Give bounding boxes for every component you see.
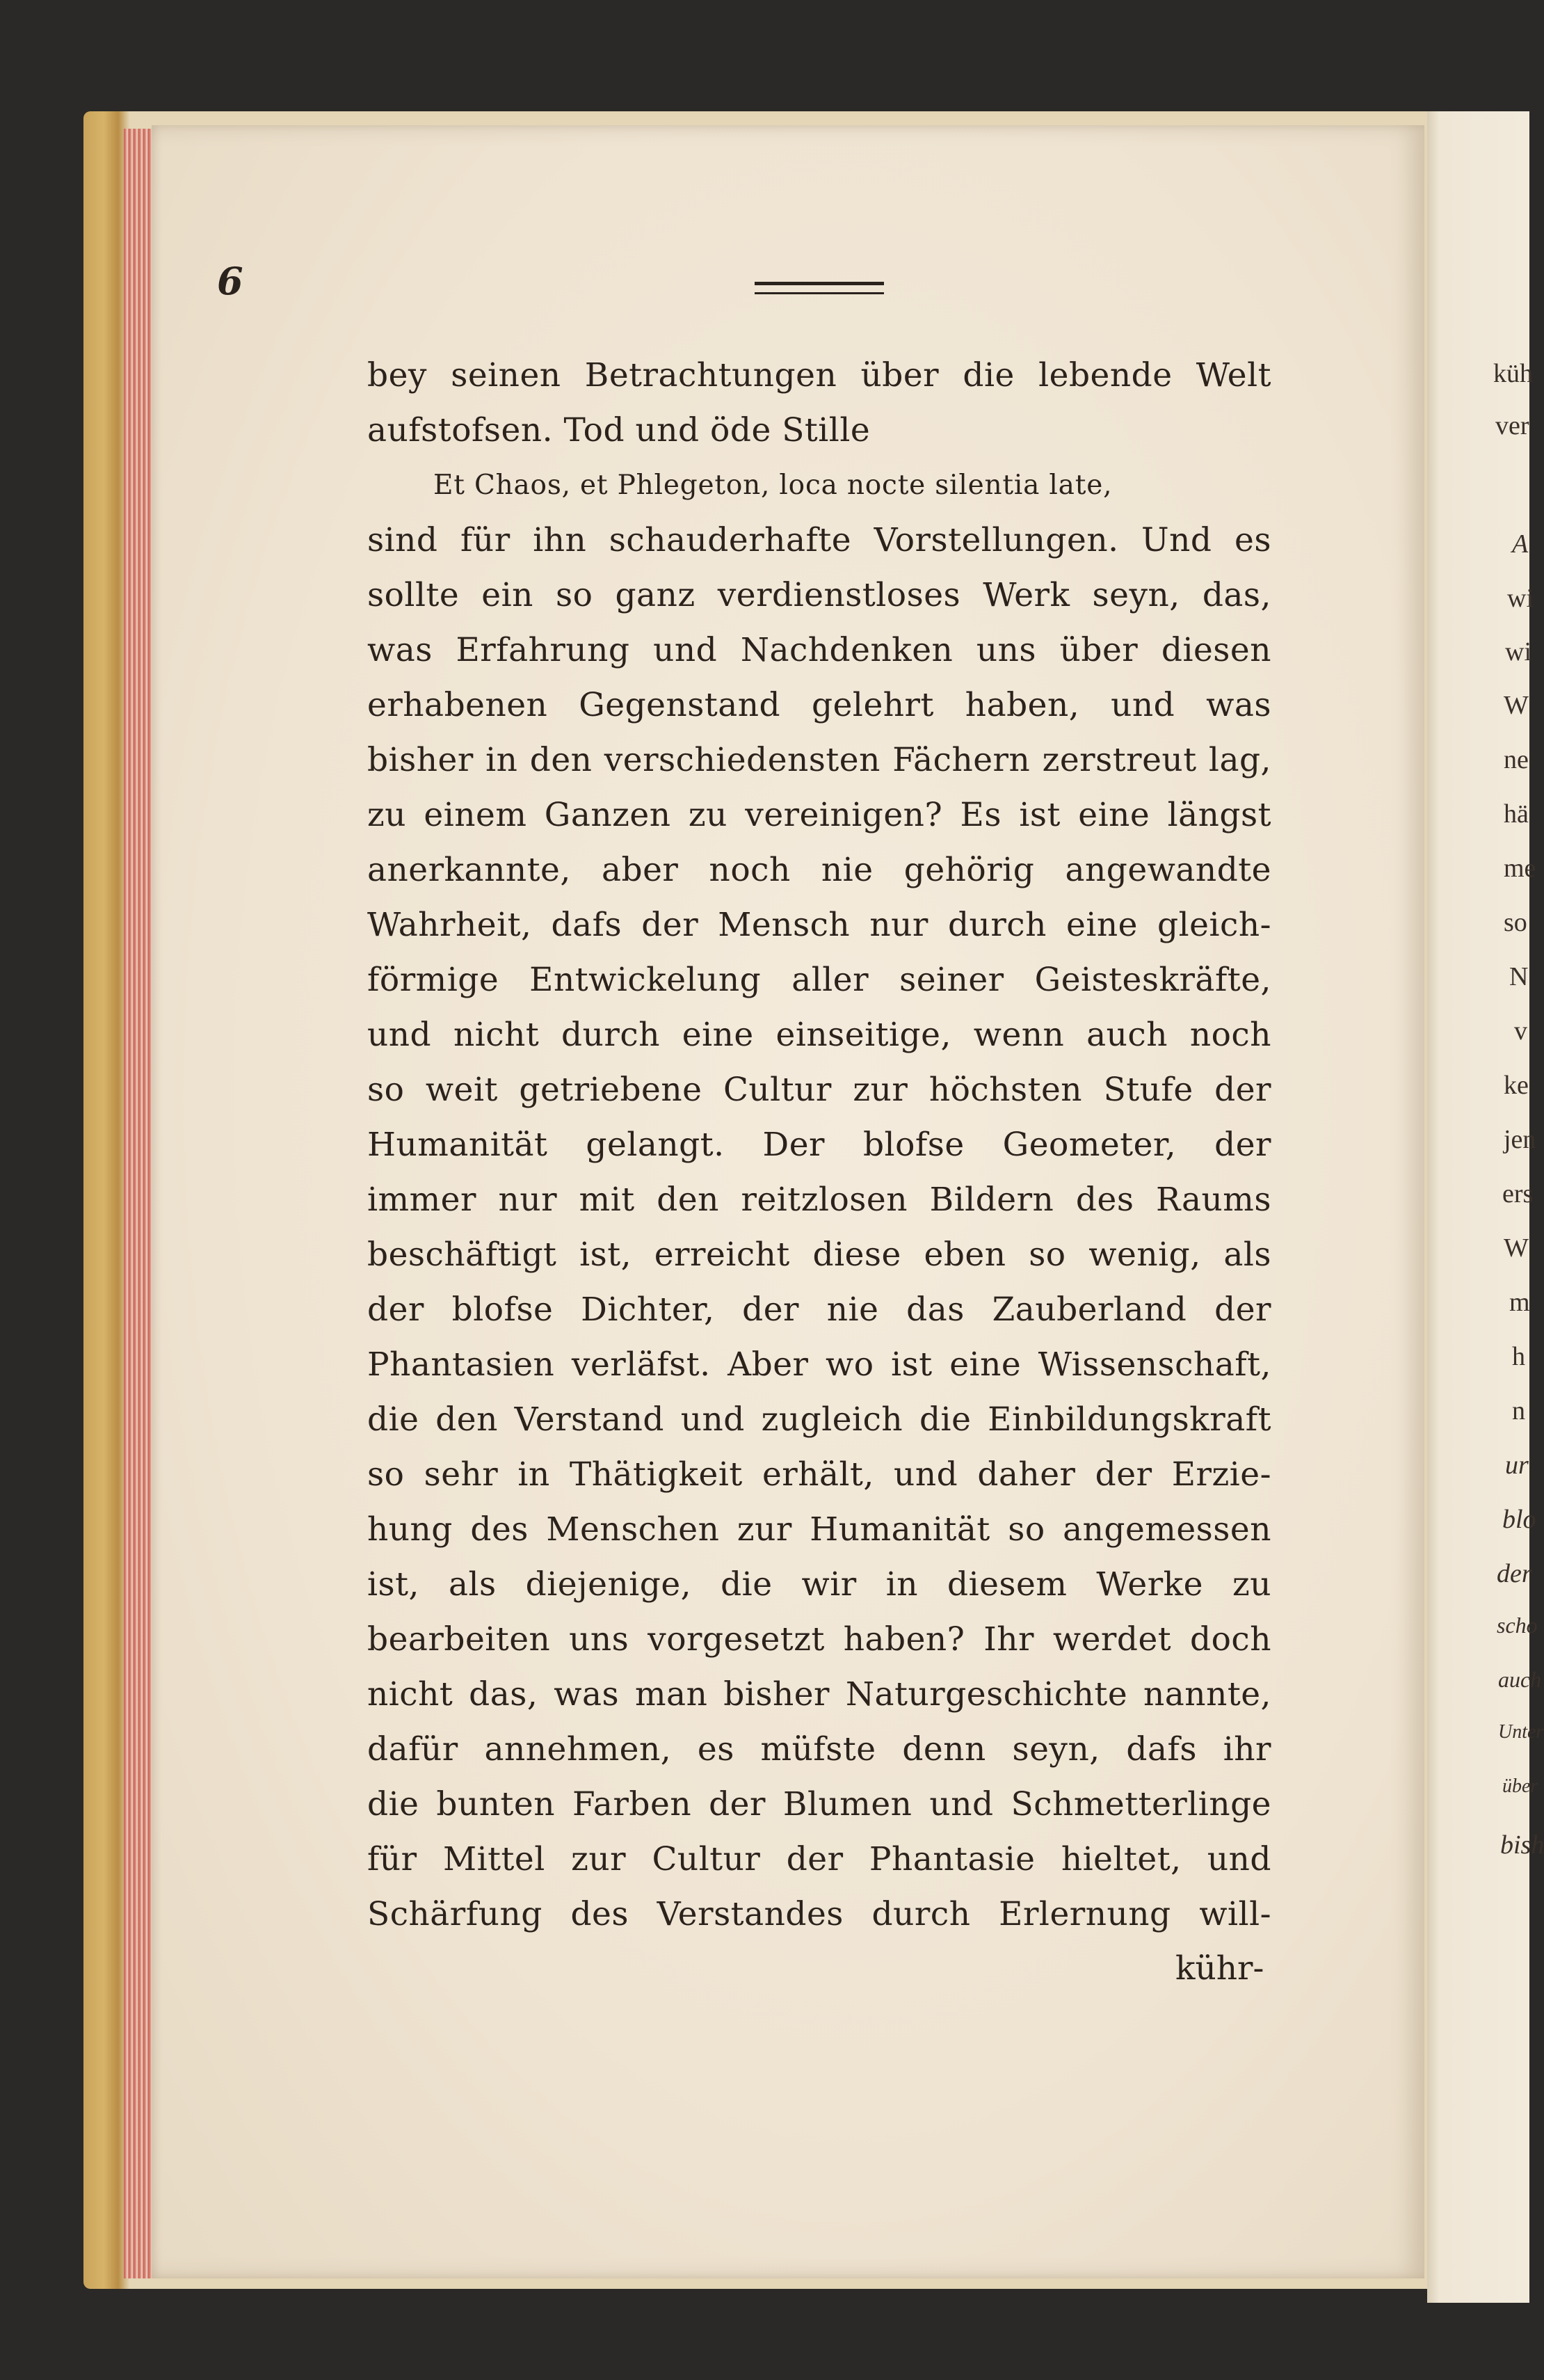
facing-fragment: wi bbox=[1507, 584, 1534, 613]
text-line: beschäftigt ist, erreicht diese eben so wenig, als bbox=[367, 1236, 1271, 1274]
facing-fragment: hä bbox=[1504, 799, 1529, 829]
text-line: was Erfahrung und Nachdenken uns über diesen bbox=[367, 631, 1271, 669]
facing-fragment: ke bbox=[1504, 1071, 1529, 1100]
facing-fragment: so bbox=[1504, 908, 1527, 937]
text-line: die bunten Farben der Blumen und Schmetterlinge bbox=[367, 1785, 1271, 1823]
facing-fragment: A bbox=[1512, 529, 1529, 559]
facing-fragment: blo bbox=[1502, 1505, 1536, 1534]
text-line: so weit getriebene Cultur zur höchsten Stufe der bbox=[367, 1071, 1271, 1109]
facing-fragment: ne bbox=[1504, 745, 1529, 774]
facing-fragment: v bbox=[1514, 1016, 1527, 1046]
text-line: zu einem Ganzen zu vereinigen? Es ist eine längst bbox=[367, 796, 1271, 834]
facing-fragment: küh bbox=[1493, 359, 1533, 388]
facing-fragment: über bbox=[1502, 1775, 1538, 1797]
text-line: so sehr in Thätigkeit erhält, und daher der Erzie- bbox=[367, 1455, 1271, 1494]
text-line: bey seinen Betrachtungen über die lebende Welt bbox=[367, 356, 1271, 394]
text-line: der blofse Dichter, der nie das Zauberland der bbox=[367, 1291, 1271, 1329]
facing-fragment: N bbox=[1509, 962, 1529, 991]
facing-fragment: jen bbox=[1504, 1125, 1536, 1154]
facing-fragment: W bbox=[1504, 691, 1529, 720]
text-line: die den Verstand und zugleich die Einbildungskraft bbox=[367, 1400, 1271, 1439]
text-line: erhabenen Gegenstand gelehrt haben, und was bbox=[367, 686, 1271, 724]
text-line: Phantasien verläfst. Aber wo ist eine Wissenschaft, bbox=[367, 1345, 1271, 1384]
page-edge bbox=[124, 129, 152, 2278]
facing-fragment: auch bbox=[1498, 1667, 1542, 1692]
facing-fragment: me bbox=[1504, 854, 1536, 883]
facing-page bbox=[1427, 111, 1544, 2303]
text-line: sind für ihn schauderhafte Vorstellungen. Und es bbox=[367, 521, 1271, 559]
facing-fragment: h bbox=[1512, 1342, 1525, 1371]
text-line: hung des Menschen zur Humanität so angemessen bbox=[367, 1510, 1271, 1549]
text-line: und nicht durch eine einseitige, wenn auch noch bbox=[367, 1016, 1271, 1054]
catchword: kühr- bbox=[1175, 1949, 1264, 1988]
text-line: bearbeiten uns vorgesetzt haben? Ihr werdet doch bbox=[367, 1620, 1271, 1659]
text-line: anerkannte, aber noch nie gehörig angewandte bbox=[367, 851, 1271, 889]
facing-fragment: Unter bbox=[1498, 1721, 1544, 1743]
facing-fragment: bish bbox=[1500, 1830, 1544, 1860]
facing-fragment: n bbox=[1512, 1396, 1525, 1425]
facing-fragment: ers bbox=[1502, 1179, 1534, 1208]
text-line: aufstofsen. Tod und öde Stille bbox=[367, 411, 871, 449]
text-line: nicht das, was man bisher Naturgeschichte nannte, bbox=[367, 1675, 1271, 1714]
facing-fragment: ur bbox=[1505, 1451, 1529, 1480]
text-line: ist, als diejenige, die wir in diesem Werke zu bbox=[367, 1565, 1271, 1604]
text-line: dafür annehmen, es müfste denn seyn, dafs ihr bbox=[367, 1730, 1271, 1768]
page-number: 6 bbox=[217, 259, 243, 303]
header-rule bbox=[755, 282, 884, 294]
facing-fragment: scho bbox=[1497, 1613, 1538, 1638]
text-line: sollte ein so ganz verdienstloses Werk seyn, das, bbox=[367, 576, 1271, 614]
body-text bbox=[367, 348, 1271, 1942]
facing-fragment: wi bbox=[1505, 637, 1531, 666]
text-line: Wahrheit, dafs der Mensch nur durch eine gleich- bbox=[367, 906, 1271, 944]
text-line: bisher in den verschiedensten Fächern zerstreut lag, bbox=[367, 741, 1271, 779]
facing-fragment: der bbox=[1497, 1559, 1532, 1588]
facing-fragment: ver bbox=[1495, 411, 1529, 440]
text-line: förmige Entwickelung aller seiner Geisteskräfte, bbox=[367, 961, 1271, 999]
facing-fragment: W bbox=[1504, 1233, 1529, 1263]
latin-quotation: Et Chaos, et Phlegeton, loca nocte silentia late, bbox=[433, 470, 1113, 501]
text-line: Schärfung des Verstandes durch Erlernung will- bbox=[367, 1895, 1271, 1933]
text-line: Humanität gelangt. Der blofse Geometer, der bbox=[367, 1126, 1271, 1164]
facing-fragment: m bbox=[1509, 1288, 1530, 1317]
text-line: immer nur mit den reitzlosen Bildern des Raums bbox=[367, 1181, 1271, 1219]
text-line: für Mittel zur Cultur der Phantasie hieltet, und bbox=[367, 1840, 1271, 1878]
